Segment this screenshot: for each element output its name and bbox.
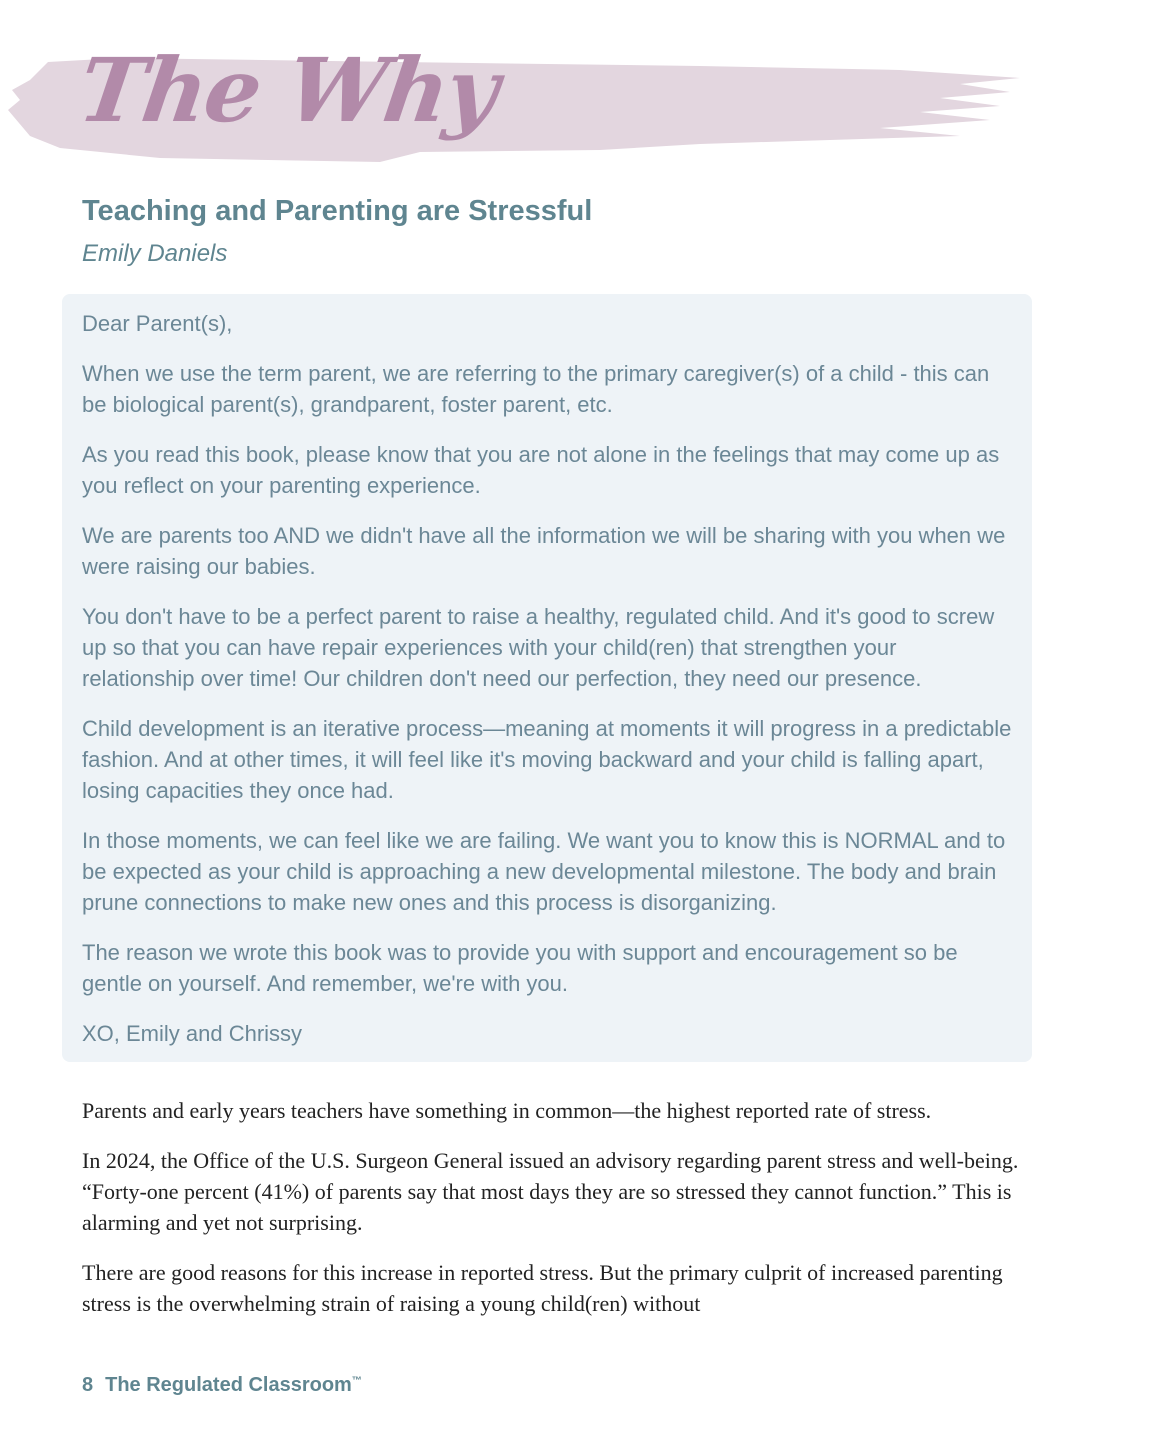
- body-text: [82, 1095, 1032, 1338]
- letter-paragraph: When we use the term parent, we are referring to the primary caregiver(s) of a child - this can be biological parent(s), grandparent, foster parent, etc.: [82, 361, 990, 417]
- letter-paragraph: The reason we wrote this book was to provide you with support and encouragement so be gentle on yourself. And remember, we're with you.: [82, 940, 958, 996]
- letter-paragraph: Child development is an iterative process—meaning at moments it will progress in a predictable fashion. And at other times, it will feel like it's moving backward and your child is falling apart, losing capacities they once had.: [82, 716, 1012, 803]
- letter-greeting: Dear Parent(s),: [82, 311, 233, 336]
- letter-paragraph: We are parents too AND we didn't have all the information we will be sharing with you when we were raising our babies.: [82, 523, 1006, 579]
- body-paragraph: Parents and early years teachers have something in common—the highest reported rate of stress.: [82, 1098, 932, 1123]
- trademark-symbol: ™: [351, 1375, 362, 1387]
- page-footer: [82, 1374, 362, 1397]
- letter-paragraph: In those moments, we can feel like we are failing. We want you to know this is NORMAL and to be expected as your child is approaching a new developmental milestone. The body and brain prune connections to make new ones and this process is disorganizing.: [82, 828, 1006, 915]
- section-title: The Why: [72, 38, 504, 142]
- letter-box: [62, 294, 1032, 1062]
- page-number: 8: [82, 1374, 94, 1396]
- body-paragraph: There are good reasons for this increase in reported stress. But the primary culprit of increased parenting stress is the overwhelming strain of raising a young child(ren) without: [82, 1260, 1003, 1316]
- letter-paragraph: As you read this book, please know that you are not alone in the feelings that may come up as you reflect on your parenting experience.: [82, 442, 1000, 498]
- book-title: The Regulated Classroom: [105, 1374, 352, 1396]
- body-paragraph: In 2024, the Office of the U.S. Surgeon General issued an advisory regarding parent stress and well-being. “Forty-one percent (41%) of parents say that most days they are so stressed they cannot function.” This is alarming and yet not surprising.: [82, 1148, 1019, 1235]
- letter-signoff: XO, Emily and Chrissy: [82, 1021, 303, 1046]
- article-title: Teaching and Parenting are Stressful: [82, 195, 593, 227]
- article-author: Emily Daniels: [82, 240, 228, 267]
- letter-paragraph: You don't have to be a perfect parent to raise a healthy, regulated child. And it's good to screw up so that you can have repair experiences with your child(ren) that strengthen your relationship over time! Our children don't need our perfection, they need our presence.: [82, 604, 995, 691]
